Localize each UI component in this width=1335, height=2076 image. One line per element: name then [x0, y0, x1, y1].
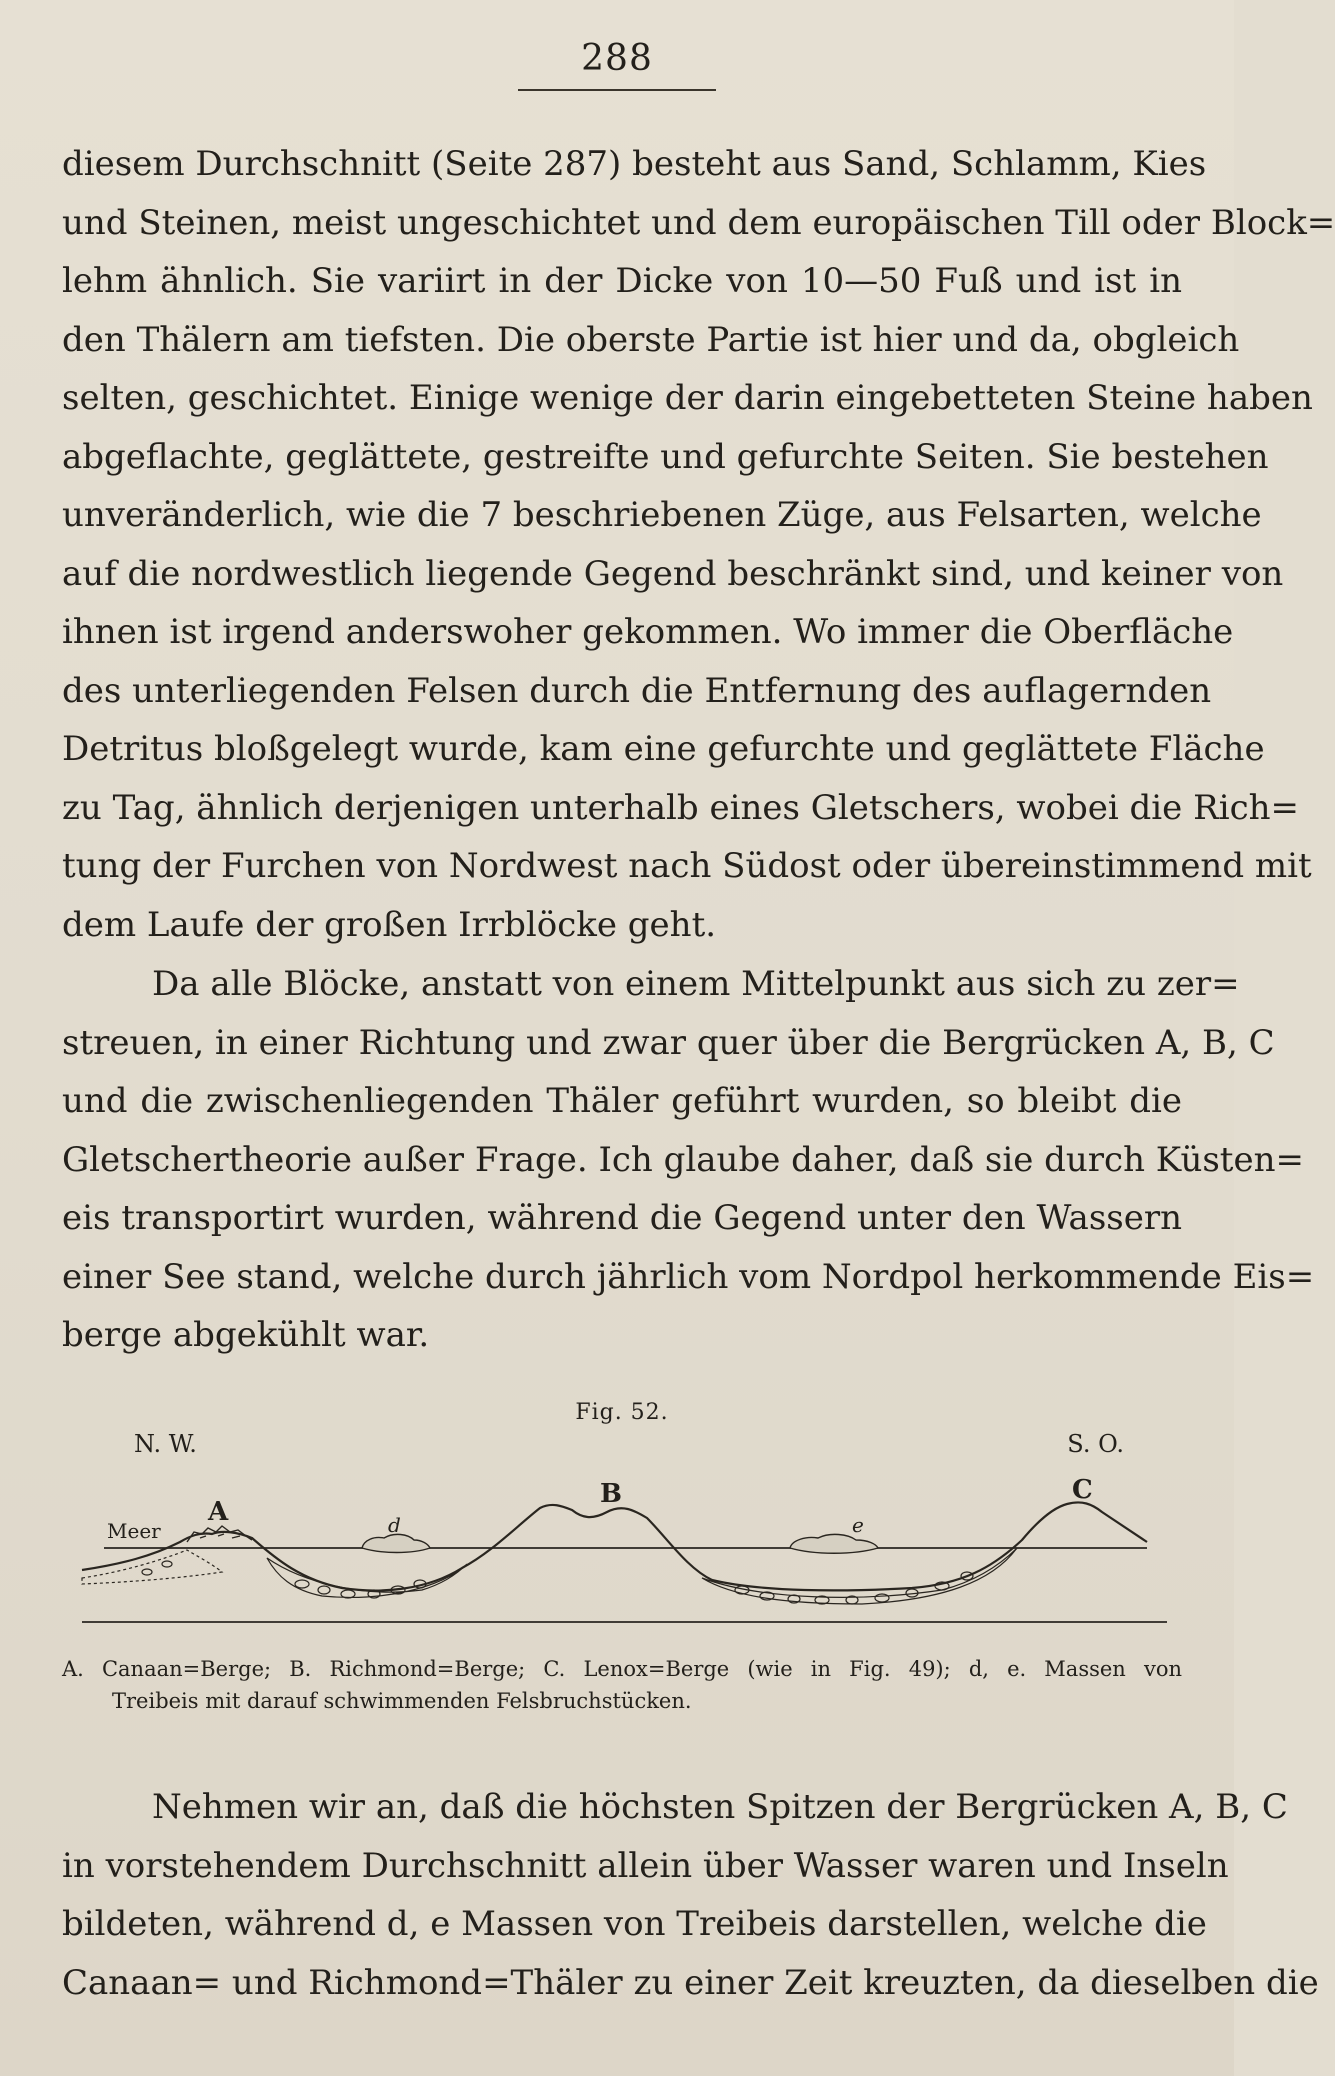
figure-title: Fig. 52. [575, 1400, 669, 1425]
text-line: und Steinen, meist ungeschichtet und dem europäischen Till oder Block= [62, 202, 1335, 243]
text-line: lehm ähnlich. Sie variirt in der Dicke von 10—50 Fuß und ist in [62, 261, 1182, 301]
text-line: in vorstehendem Durchschnitt allein über Wasser waren und Inseln [62, 1845, 1229, 1886]
text-line: berge abgekühlt war. [62, 1315, 430, 1355]
text-line: einer See stand, welche durch jährlich vom Nordpol herkommende Eis= [62, 1256, 1315, 1297]
text-line: des unterliegenden Felsen durch die Entfernung des auflagernden [62, 670, 1212, 711]
page-number-rule [518, 89, 716, 91]
text-line: streuen, in einer Richtung und zwar quer über die Bergrücken A, B, C [62, 1022, 1275, 1063]
ice-mass-e [790, 1534, 878, 1553]
direction-southeast-label: S. O. [1067, 1430, 1124, 1458]
ice-mass-d [362, 1534, 430, 1552]
text-line: diesem Durchschnitt (Seite 287) besteht aus Sand, Schlamm, Kies [62, 144, 1207, 184]
caption-line: A. Canaan=Berge; B. Richmond=Berge; C. Lenox=Berge (wie in Fig. 49); d, e. Massen von [62, 1657, 1182, 1681]
label-c: C [1072, 1475, 1093, 1505]
text-line: selten, geschichtet. Einige wenige der darin eingebetteten Steine haben [62, 378, 1313, 418]
page-number: 288 [581, 38, 653, 79]
label-d: d [388, 1513, 401, 1537]
text-line: Canaan= und Richmond=Thäler zu einer Zeit kreuzten, da dieselben die [62, 1962, 1319, 2003]
text-line: Nehmen wir an, daß die höchsten Spitzen der Bergrücken A, B, C [152, 1787, 1288, 1827]
text-line: abgeflachte, geglättete, gestreifte und gefurchte Seiten. Sie bestehen [62, 436, 1269, 477]
text-line: bildeten, während d, e Massen von Treibeis darstellen, welche die [62, 1904, 1207, 1944]
paragraph-3 [62, 1778, 1319, 2012]
text-line: tung der Furchen von Nordwest nach Südost oder übereinstimmend mit [62, 846, 1312, 886]
text-line: ihnen ist irgend anderswoher gekommen. Wo immer die Oberfläche [62, 612, 1234, 652]
caption-line: Treibeis mit darauf schwimmenden Felsbruchstücken. [112, 1689, 692, 1713]
text-line: unveränderlich, wie die 7 beschriebenen Züge, aus Felsarten, welche [62, 495, 1262, 535]
figure-caption [62, 1653, 1182, 1717]
text-line: auf die nordwestlich liegende Gegend beschränkt sind, und keiner von [62, 553, 1284, 594]
text-line: Gletschertheorie außer Frage. Ich glaube daher, daß sie durch Küsten= [62, 1139, 1304, 1180]
drift-deposit-valley-1 [267, 1558, 467, 1597]
text-line: Da alle Blöcke, anstatt von einem Mittelpunkt aus sich zu zer= [152, 964, 1240, 1004]
figure-52 [62, 1400, 1182, 1730]
text-line: zu Tag, ähnlich derjenigen unterhalb eines Gletschers, wobei die Rich= [62, 787, 1299, 828]
terrain-profile [82, 1502, 1147, 1590]
label-b: B [600, 1479, 622, 1509]
label-a: A [208, 1497, 229, 1527]
text-line: den Thälern am tiefsten. Die oberste Partie ist hier und da, obgleich [62, 319, 1240, 360]
text-line: Detritus bloßgelegt wurde, kam eine gefurchte und geglättete Fläche [62, 729, 1265, 769]
text-line: und die zwischenliegenden Thäler geführt wurden, so bleibt die [62, 1081, 1182, 1121]
paragraph-2 [62, 955, 1315, 1365]
text-line: eis transportirt wurden, während die Gegend unter den Wassern [62, 1198, 1182, 1238]
cross-section-diagram [62, 1460, 1182, 1640]
text-line: dem Laufe der großen Irrblöcke geht. [62, 904, 717, 945]
label-meer: Meer [107, 1519, 161, 1543]
label-e: e [852, 1513, 864, 1537]
paragraph-1 [62, 135, 1335, 954]
direction-northwest-label: N. W. [134, 1430, 197, 1458]
